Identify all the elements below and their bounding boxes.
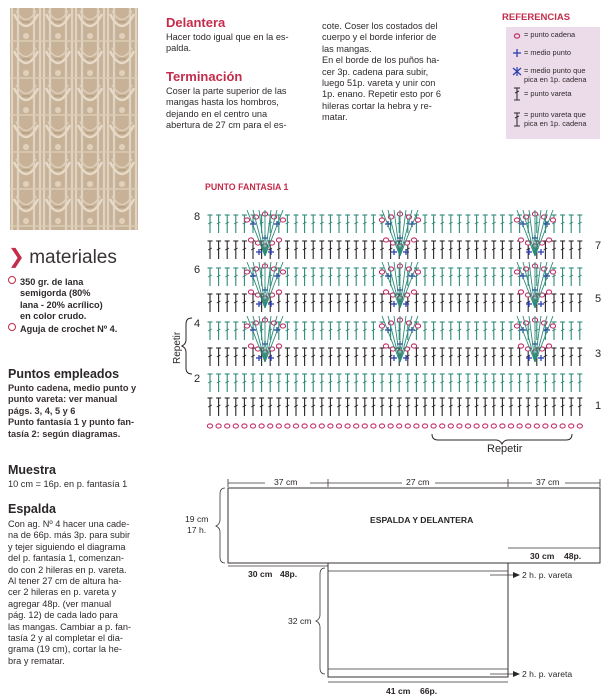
chain-stitch	[577, 424, 582, 428]
chain-stitch	[440, 424, 445, 428]
dimension-label: 66p.	[420, 686, 438, 696]
chain-stitch	[379, 270, 384, 274]
single-crochet-chain-icon	[513, 67, 521, 76]
chain-stitch	[457, 424, 462, 428]
ref-item-medio: = medio punto	[524, 48, 572, 57]
chain-stitch	[518, 290, 523, 294]
chain-stitch	[560, 424, 565, 428]
chain-stitch	[411, 238, 416, 242]
lace-crochet-photo	[10, 8, 138, 230]
chain-stitch	[285, 424, 290, 428]
dimension-label: 30 cm	[248, 569, 273, 579]
dimension-label: 48p.	[280, 569, 298, 579]
chain-stitch	[491, 424, 496, 428]
terminacion-text: Coser la parte superior de las mangas hasta los hombros, dejando en el centro una abertura de 27 cm para el es-	[166, 86, 287, 131]
dimension-label: 48p.	[564, 551, 582, 561]
chain-stitch	[302, 424, 307, 428]
diagram-title: PUNTO FANTASIA 1	[205, 182, 289, 192]
arrow-right-icon	[513, 572, 520, 578]
delantera-title: Delantera	[166, 15, 226, 30]
chain-stitch	[248, 290, 253, 294]
chain-stitch	[411, 290, 416, 294]
double-crochet-icon	[514, 88, 520, 100]
chain-stitch	[569, 424, 574, 428]
single-crochet-icon	[513, 49, 521, 57]
chain-stitch	[518, 344, 523, 348]
chain-stitch	[526, 424, 531, 428]
chain-stitch	[244, 270, 249, 274]
ref-item-medio-pica: = medio punto que pica en 1p. cadena	[524, 66, 587, 84]
chain-stitch-icon	[514, 34, 519, 38]
dimension-label: 37 cm	[536, 477, 560, 487]
row-number-left: 4	[194, 318, 201, 330]
chain-stitch	[233, 424, 238, 428]
chain-stitch	[415, 270, 420, 274]
espalda-text: Con ag. Nº 4 hacer una cade- na de 66p. más 3p. para subir y tejer siguiendo el diagrama del p. fantasía 1, comenzan- do con 2 hileras en p. vareta. Al tener 27 cm de altura ha- cer 2 hileras en p. vareta y agregar 48p. (ver manual pág. 12) de cada lado para las mangas. Cambiar a p. fan- tasía 2 y al completar el dia- grama (19 cm), cortar la he- bra y rematar.	[8, 519, 132, 666]
chain-stitch	[345, 424, 350, 428]
puntos-text: Punto cadena, medio punto y punto vareta: ver manual págs. 3, 4, 5 y 6 Punto fantasía 1 y punto fan- tasía 2: según diagramas.	[8, 383, 137, 439]
list-item: Aguja de crochet Nº 4.	[8, 323, 158, 335]
ref-item-cadena: = punto cadena	[524, 30, 576, 39]
chain-stitch	[225, 424, 230, 428]
chain-stitch	[514, 218, 519, 222]
terminacion-continued-text: cote. Coser los costados del cuerpo y el borde inferior de las mangas. En el borde de los puños ha- cer 3p. cadena para subir, luego 51p. vareta y unir con 1p. enano. Repetir esto por 6 hileras cortar la hebra y re- matar.	[322, 21, 442, 123]
chain-stitch	[244, 324, 249, 328]
chain-stitch	[550, 218, 555, 222]
chain-stitch	[280, 270, 285, 274]
chain-stitch	[276, 238, 281, 242]
referencias-title: REFERENCIAS	[502, 12, 571, 23]
body-lower-outline	[328, 563, 508, 677]
chain-stitch	[431, 424, 436, 428]
row-number-left: 2	[194, 373, 201, 385]
height-bracket-top	[216, 488, 225, 563]
row-number-right: 1	[595, 400, 602, 412]
chain-stitch	[534, 424, 539, 428]
bullet-icon	[8, 323, 16, 331]
vareta-label: 2 h. p. vareta	[522, 669, 573, 679]
height-bracket-body	[316, 568, 325, 674]
chain-stitch	[508, 424, 513, 428]
chain-stitch	[550, 270, 555, 274]
referencias-box	[506, 27, 600, 139]
chain-stitch	[483, 424, 488, 428]
referencias-symbols	[506, 27, 526, 139]
piece-label: ESPALDA Y DELANTERA	[370, 515, 474, 525]
muestra-title: Muestra	[8, 463, 56, 477]
materials-heading	[8, 244, 117, 269]
chain-stitch	[551, 424, 556, 428]
chain-stitch	[336, 424, 341, 428]
dimension-label: 27 cm	[406, 477, 430, 487]
row-number-right: 3	[595, 348, 602, 360]
chain-stitch	[242, 424, 247, 428]
chain-stitch	[216, 424, 221, 428]
row-number-left: 6	[194, 264, 201, 276]
chain-stitch	[543, 424, 548, 428]
arrow-right-icon	[513, 671, 520, 677]
chain-stitch	[280, 324, 285, 328]
chain-stitch	[415, 324, 420, 328]
list-item: 350 gr. de lana semigorda (80% lana - 20% acrílico) en color crudo.	[8, 276, 158, 323]
row-number-left: 8	[194, 211, 201, 223]
chain-stitch	[248, 344, 253, 348]
terminacion-title: Terminación	[166, 69, 243, 84]
chain-stitch	[414, 424, 419, 428]
repeat-label-left: Repetir	[172, 331, 183, 364]
dimension-label: 30 cm	[530, 551, 555, 561]
row-number-right: 7	[595, 240, 602, 252]
chain-stitch	[448, 424, 453, 428]
chain-stitch	[276, 424, 281, 428]
chain-stitch	[546, 290, 551, 294]
repeat-label-bottom: Repetir	[487, 443, 523, 455]
dimension-label: 19 cm	[185, 514, 209, 524]
chain-stitch	[514, 270, 519, 274]
chain-stitch	[250, 424, 255, 428]
chain-stitch	[383, 290, 388, 294]
chain-stitch	[276, 290, 281, 294]
ref-item-vareta-pica: = punto vareta que pica en 1p. cadena	[524, 110, 587, 128]
vareta-label: 2 h. p. vareta	[522, 570, 573, 580]
chain-stitch	[248, 238, 253, 242]
chain-stitch	[379, 424, 384, 428]
chain-stitch	[550, 324, 555, 328]
chain-stitch	[268, 424, 273, 428]
chain-stitch	[514, 324, 519, 328]
chain-stitch	[546, 344, 551, 348]
double-crochet-chain-icon	[514, 113, 520, 126]
puntos-title: Puntos empleados	[8, 367, 120, 381]
dimension-label: 32 cm	[288, 616, 312, 626]
bullet-icon	[8, 276, 16, 284]
espalda-title: Espalda	[8, 502, 56, 516]
chain-stitch	[379, 324, 384, 328]
chain-stitch	[259, 424, 264, 428]
chain-stitch	[276, 344, 281, 348]
ref-item-vareta: = punto vareta	[524, 89, 572, 98]
chain-stitch	[518, 238, 523, 242]
stitch-diagram-marks	[207, 210, 582, 428]
chain-stitch	[362, 424, 367, 428]
chain-stitch	[474, 424, 479, 428]
chain-stitch	[415, 218, 420, 222]
chevron-right-icon: ❯	[8, 244, 25, 268]
chain-stitch	[293, 424, 298, 428]
dimension-label: 37 cm	[274, 477, 298, 487]
chain-stitch	[388, 424, 393, 428]
chain-stitch	[500, 424, 505, 428]
chain-stitch	[383, 238, 388, 242]
chain-stitch	[319, 424, 324, 428]
chain-stitch	[371, 424, 376, 428]
chain-stitch	[328, 424, 333, 428]
materials-title: materiales	[29, 247, 117, 268]
delantera-text: Hacer todo igual que en la es- palda.	[166, 32, 289, 54]
chain-stitch	[311, 424, 316, 428]
chain-stitch	[546, 238, 551, 242]
muestra-text: 10 cm = 16p. en p. fantasía 1	[8, 479, 128, 489]
dimension-label: 41 cm	[386, 686, 411, 696]
chain-stitch	[207, 424, 212, 428]
chain-stitch	[405, 424, 410, 428]
dimension-label: 17 h.	[187, 525, 207, 535]
stitch-diagram	[170, 194, 610, 456]
repeat-bracket-left	[182, 318, 192, 374]
chain-stitch	[422, 424, 427, 428]
chain-stitch	[383, 344, 388, 348]
chain-stitch	[397, 424, 402, 428]
row-number-right: 5	[595, 293, 602, 305]
garment-schematic	[170, 470, 610, 698]
materials-list	[8, 276, 158, 335]
chain-stitch	[354, 424, 359, 428]
chain-stitch	[244, 218, 249, 222]
chain-stitch	[280, 218, 285, 222]
chain-stitch	[411, 344, 416, 348]
chain-stitch	[517, 424, 522, 428]
chain-stitch	[465, 424, 470, 428]
chain-stitch	[379, 218, 384, 222]
